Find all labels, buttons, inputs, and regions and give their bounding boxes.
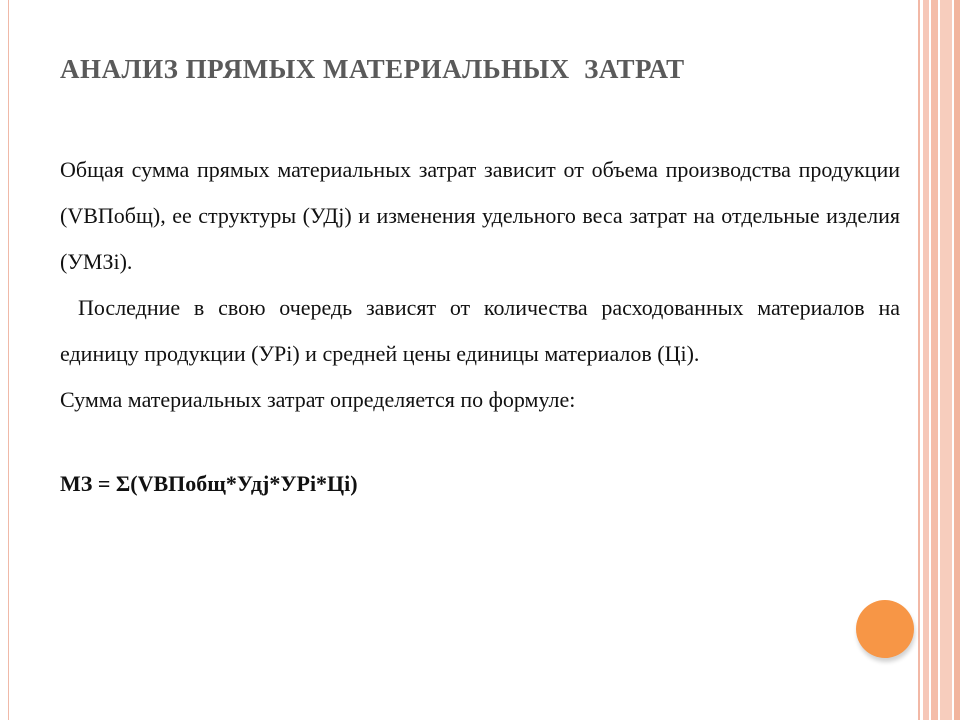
slide-content [60, 147, 900, 507]
orange-circle-icon [856, 600, 914, 658]
right-stripe-2 [931, 0, 938, 720]
formula: МЗ = Σ(VВПобщ*Удj*УРi*Цi) [60, 471, 358, 496]
paragraph-formula-intro: Сумма материальных затрат определяется по формуле: [60, 387, 576, 412]
right-stripe-3 [940, 0, 952, 720]
paragraph-total-costs: Общая сумма прямых материальных затрат зависит от объема производства продукции (VВПобщ), ее структуры (УДj) и изменения удельного веса затрат на отдельные изделия (УМЗi). [60, 157, 900, 274]
left-frame-line [8, 0, 9, 720]
paragraph-dependencies: Последние в свою очередь зависят от количества расходованных материалов на единицу продукции (УРi) и средней цены единицы материалов (Цi). [60, 295, 900, 366]
right-stripe-4 [954, 0, 960, 720]
slide-title: АНАЛИЗ ПРЯМЫХ МАТЕРИАЛЬНЫХ ЗАТРАТ [60, 54, 685, 84]
right-frame-line [918, 0, 920, 720]
right-stripe-1 [923, 0, 929, 720]
